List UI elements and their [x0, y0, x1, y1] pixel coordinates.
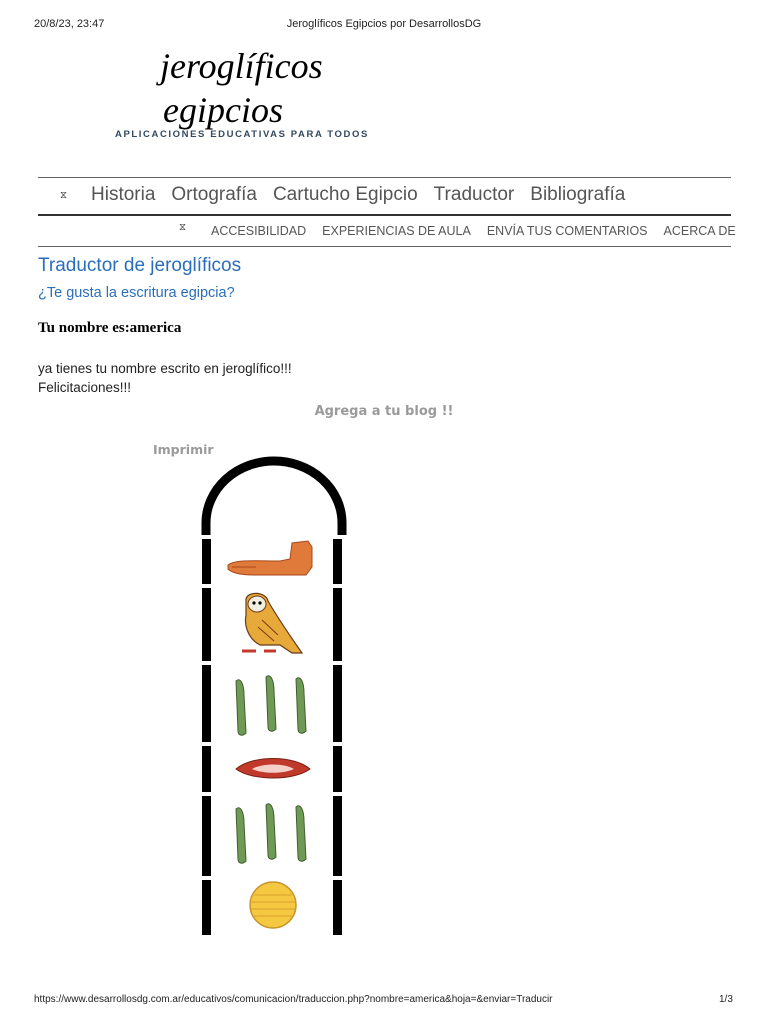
cartouche: [196, 455, 352, 940]
hourglass-menu-icon[interactable]: ⧖: [60, 190, 68, 201]
cartouche-sides: [202, 539, 342, 935]
reeds-glyph: [236, 676, 306, 735]
subnav-item-comentarios[interactable]: ENVÍA TUS COMENTARIOS: [486, 224, 648, 238]
print-date: 20/8/23, 23:47: [34, 18, 105, 30]
nav-item-cartucho[interactable]: Cartucho Egipcio: [272, 184, 418, 205]
nav-item-historia[interactable]: Historia: [91, 184, 156, 205]
name-result: Tu nombre es:america: [38, 320, 182, 336]
reeds-glyph-2: [236, 804, 306, 863]
congrats-message: [38, 359, 292, 397]
page-url: https://www.desarrollosdg.com.ar/educativos/comunicacion/traduccion.php?nombre=america&hoja=&enviar=Traducir: [34, 994, 553, 1005]
hourglass-submenu-icon[interactable]: ⧖: [179, 222, 187, 233]
subnav-item-acerca[interactable]: ACERCA DE: [663, 224, 736, 238]
subnav-item-accesibilidad[interactable]: ACCESIBILIDAD: [211, 224, 307, 238]
nav-bottom-rule: [38, 214, 731, 216]
mouth-glyph: [236, 759, 310, 779]
logo-tagline: APLICACIONES EDUCATIVAS PARA TODOS: [115, 129, 369, 140]
nav-item-bibliografia[interactable]: Bibliografía: [530, 184, 626, 205]
print-page-title: Jeroglíficos Egipcios por DesarrollosDG: [286, 18, 482, 30]
logo-line2[interactable]: egipcios: [163, 90, 283, 130]
subnav-item-experiencias[interactable]: EXPERIENCIAS DE AULA: [322, 224, 471, 238]
print-link[interactable]: Imprimir: [153, 442, 214, 457]
message-line-1: ya tienes tu nombre escrito en jeroglífico!!!: [38, 361, 292, 376]
page-title: Traductor de jeroglíficos: [38, 255, 242, 276]
placenta-glyph: [250, 882, 296, 928]
nav-top-rule: [38, 177, 731, 178]
main-nav: [91, 184, 641, 206]
secondary-nav: [211, 224, 752, 238]
nav-item-ortografia[interactable]: Ortografía: [171, 184, 257, 205]
page-number: 1/3: [719, 994, 733, 1005]
nav-item-traductor[interactable]: Traductor: [433, 184, 515, 205]
cartouche-arch: [206, 461, 342, 535]
subnav-bottom-rule: [38, 246, 731, 247]
message-line-2: Felicitaciones!!!: [38, 380, 132, 395]
owl-glyph: [242, 593, 302, 653]
logo-line1[interactable]: jeroglíficos: [160, 46, 323, 86]
add-to-blog-link[interactable]: Agrega a tu blog !!: [314, 404, 454, 419]
page-subtitle[interactable]: ¿Te gusta la escritura egipcia?: [38, 285, 235, 301]
forearm-glyph: [228, 541, 312, 575]
